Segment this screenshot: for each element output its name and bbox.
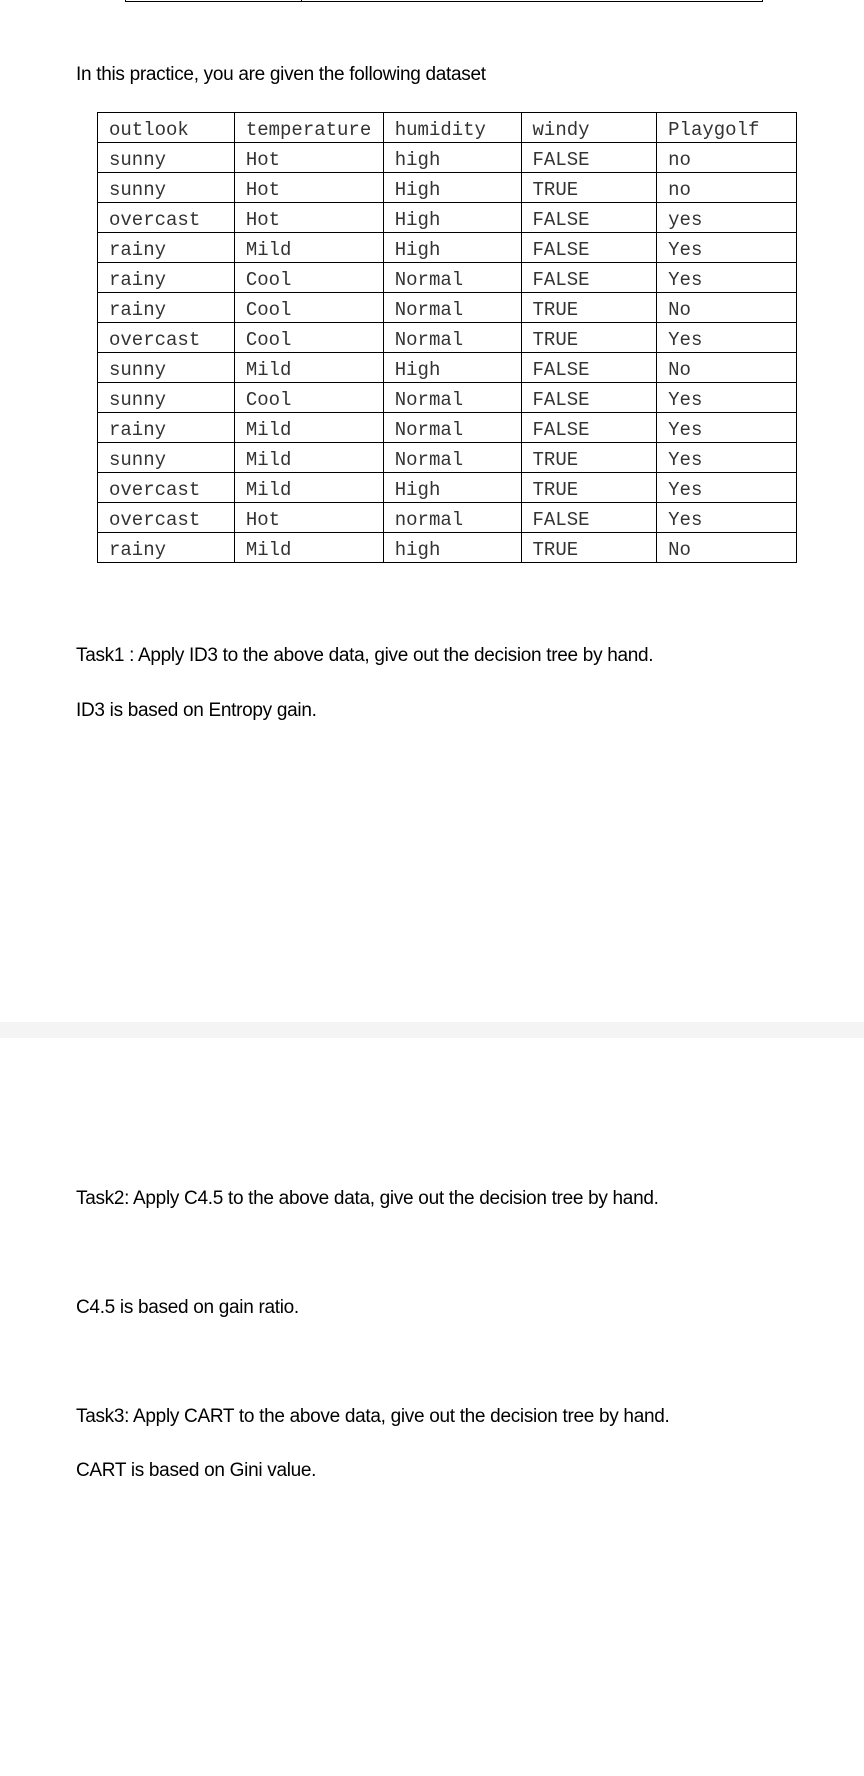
table-row bbox=[98, 173, 797, 203]
cell-temperature: Hot bbox=[234, 173, 383, 203]
header-windy: windy bbox=[521, 113, 657, 143]
table-row bbox=[98, 353, 797, 383]
table-divider bbox=[301, 0, 302, 2]
dataset-table bbox=[97, 112, 797, 563]
cell-humidity: Normal bbox=[383, 263, 521, 293]
header-playgolf: Playgolf bbox=[657, 113, 797, 143]
table-row bbox=[98, 443, 797, 473]
cell-temperature: Hot bbox=[234, 503, 383, 533]
cell-playgolf: Yes bbox=[657, 383, 797, 413]
cell-temperature: Cool bbox=[234, 263, 383, 293]
cell-humidity: Normal bbox=[383, 323, 521, 353]
header-temperature: temperature bbox=[234, 113, 383, 143]
cell-outlook: rainy bbox=[98, 293, 235, 323]
header-humidity: humidity bbox=[383, 113, 521, 143]
cell-temperature: Cool bbox=[234, 293, 383, 323]
page-break bbox=[0, 1022, 864, 1038]
cell-humidity: Normal bbox=[383, 383, 521, 413]
cell-humidity: High bbox=[383, 353, 521, 383]
cell-humidity: High bbox=[383, 203, 521, 233]
table-header-row bbox=[98, 113, 797, 143]
table-row bbox=[98, 263, 797, 293]
cell-playgolf: No bbox=[657, 353, 797, 383]
cell-outlook: sunny bbox=[98, 443, 235, 473]
cell-humidity: High bbox=[383, 173, 521, 203]
table-row bbox=[98, 143, 797, 173]
cell-humidity: High bbox=[383, 473, 521, 503]
task2-note: C4.5 is based on gain ratio. bbox=[76, 1297, 299, 1318]
table-row bbox=[98, 383, 797, 413]
task1-text: Task1 : Apply ID3 to the above data, give out the decision tree by hand. bbox=[76, 645, 654, 666]
table-row bbox=[98, 533, 797, 563]
cell-outlook: sunny bbox=[98, 383, 235, 413]
cell-windy: FALSE bbox=[521, 233, 657, 263]
cell-outlook: overcast bbox=[98, 473, 235, 503]
cell-playgolf: Yes bbox=[657, 413, 797, 443]
cell-playgolf: no bbox=[657, 143, 797, 173]
cell-windy: FALSE bbox=[521, 383, 657, 413]
cell-playgolf: Yes bbox=[657, 503, 797, 533]
cell-humidity: normal bbox=[383, 503, 521, 533]
task3-text: Task3: Apply CART to the above data, give out the decision tree by hand. bbox=[76, 1406, 670, 1427]
cell-temperature: Cool bbox=[234, 323, 383, 353]
cell-humidity: high bbox=[383, 533, 521, 563]
cell-temperature: Mild bbox=[234, 533, 383, 563]
cell-outlook: sunny bbox=[98, 143, 235, 173]
cell-windy: TRUE bbox=[521, 443, 657, 473]
cell-outlook: rainy bbox=[98, 263, 235, 293]
cell-playgolf: Yes bbox=[657, 233, 797, 263]
cell-outlook: overcast bbox=[98, 503, 235, 533]
table-row bbox=[98, 413, 797, 443]
cell-temperature: Mild bbox=[234, 473, 383, 503]
cell-windy: FALSE bbox=[521, 353, 657, 383]
table-row bbox=[98, 203, 797, 233]
cell-windy: TRUE bbox=[521, 323, 657, 353]
cell-playgolf: yes bbox=[657, 203, 797, 233]
cell-outlook: sunny bbox=[98, 353, 235, 383]
cell-outlook: overcast bbox=[98, 203, 235, 233]
table-row bbox=[98, 323, 797, 353]
cell-windy: TRUE bbox=[521, 173, 657, 203]
cell-humidity: Normal bbox=[383, 413, 521, 443]
cell-playgolf: No bbox=[657, 533, 797, 563]
cell-temperature: Mild bbox=[234, 413, 383, 443]
table-body bbox=[98, 143, 797, 563]
cell-temperature: Mild bbox=[234, 233, 383, 263]
cell-playgolf: no bbox=[657, 173, 797, 203]
task2-text: Task2: Apply C4.5 to the above data, give out the decision tree by hand. bbox=[76, 1188, 659, 1209]
cell-temperature: Mild bbox=[234, 353, 383, 383]
table-row bbox=[98, 293, 797, 323]
previous-table-remnant bbox=[125, 0, 763, 2]
cell-windy: FALSE bbox=[521, 203, 657, 233]
cell-temperature: Cool bbox=[234, 383, 383, 413]
cell-outlook: rainy bbox=[98, 413, 235, 443]
cell-windy: TRUE bbox=[521, 533, 657, 563]
cell-outlook: rainy bbox=[98, 233, 235, 263]
cell-humidity: high bbox=[383, 143, 521, 173]
cell-playgolf: Yes bbox=[657, 263, 797, 293]
cell-playgolf: No bbox=[657, 293, 797, 323]
cell-windy: FALSE bbox=[521, 413, 657, 443]
cell-playgolf: Yes bbox=[657, 323, 797, 353]
cell-windy: FALSE bbox=[521, 263, 657, 293]
table-row bbox=[98, 503, 797, 533]
cell-playgolf: Yes bbox=[657, 473, 797, 503]
cell-outlook: rainy bbox=[98, 533, 235, 563]
task1-note: ID3 is based on Entropy gain. bbox=[76, 700, 317, 721]
cell-outlook: sunny bbox=[98, 173, 235, 203]
intro-text: In this practice, you are given the following dataset bbox=[76, 64, 486, 85]
cell-windy: TRUE bbox=[521, 473, 657, 503]
cell-humidity: Normal bbox=[383, 443, 521, 473]
cell-windy: TRUE bbox=[521, 293, 657, 323]
table-row bbox=[98, 473, 797, 503]
cell-outlook: overcast bbox=[98, 323, 235, 353]
cell-playgolf: Yes bbox=[657, 443, 797, 473]
cell-windy: FALSE bbox=[521, 143, 657, 173]
task3-note: CART is based on Gini value. bbox=[76, 1460, 317, 1481]
cell-windy: FALSE bbox=[521, 503, 657, 533]
cell-humidity: Normal bbox=[383, 293, 521, 323]
header-outlook: outlook bbox=[98, 113, 235, 143]
cell-temperature: Mild bbox=[234, 443, 383, 473]
cell-temperature: Hot bbox=[234, 143, 383, 173]
table-row bbox=[98, 233, 797, 263]
cell-temperature: Hot bbox=[234, 203, 383, 233]
cell-humidity: High bbox=[383, 233, 521, 263]
document-page-2 bbox=[0, 1038, 864, 1776]
